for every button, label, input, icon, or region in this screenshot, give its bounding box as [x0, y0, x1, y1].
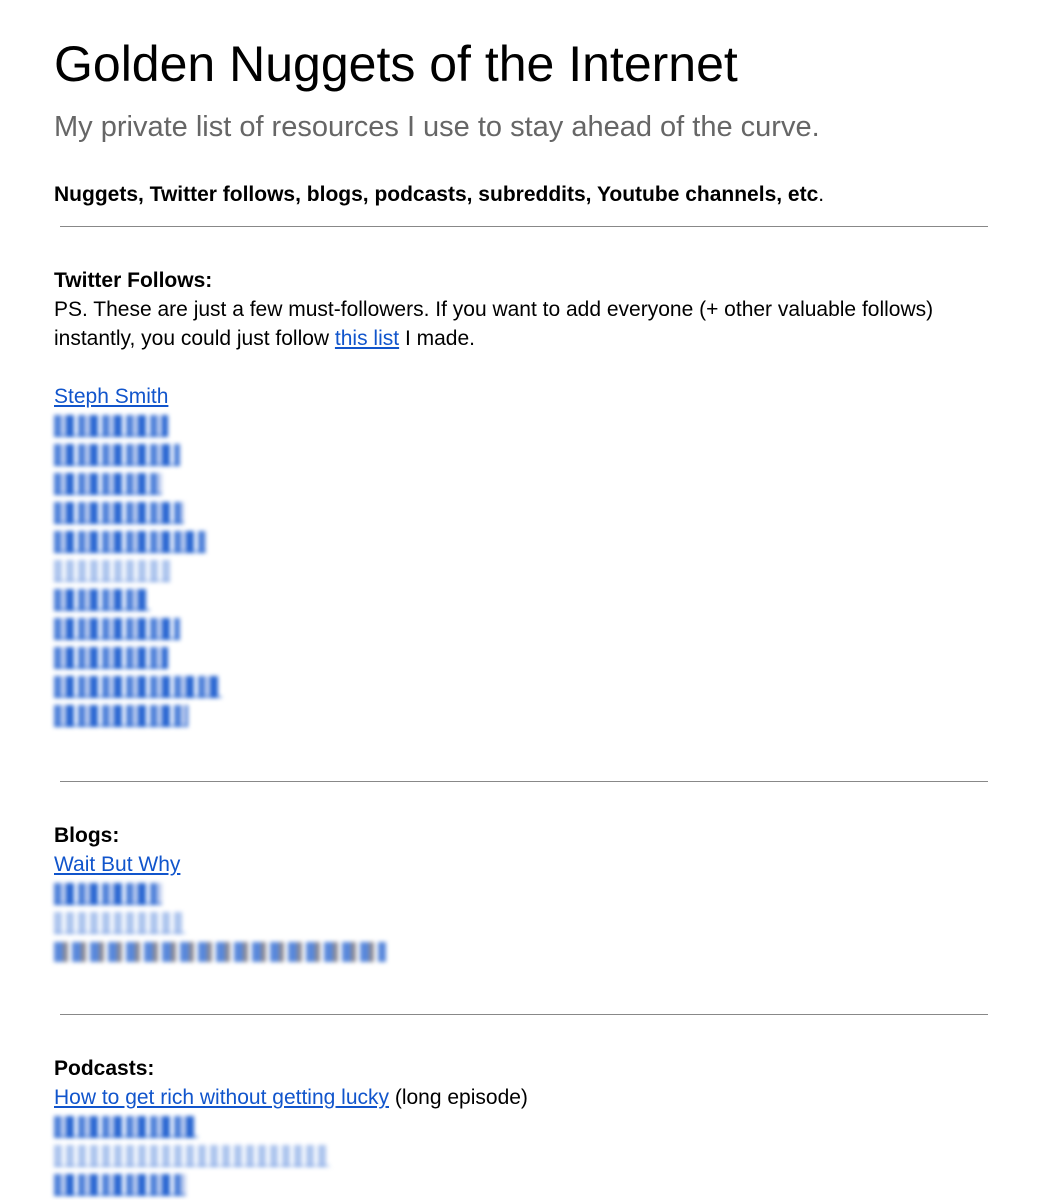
twitter-note-tail: I made.: [399, 327, 475, 350]
twitter-follow-link[interactable]: [54, 411, 988, 440]
twitter-follow-link[interactable]: [54, 614, 988, 643]
twitter-follow-link[interactable]: [54, 643, 988, 672]
this-list-link[interactable]: this list: [334, 327, 400, 350]
divider: [60, 1014, 988, 1015]
podcasts-heading: Podcasts:: [54, 1057, 155, 1080]
blogs-section: [54, 821, 988, 966]
podcast-link[interactable]: [54, 1141, 988, 1170]
intro-line: [54, 182, 824, 208]
twitter-follow-link[interactable]: [54, 556, 988, 585]
podcast-link[interactable]: [54, 1170, 988, 1199]
twitter-note: [54, 295, 988, 353]
twitter-follow-link[interactable]: [54, 701, 988, 730]
intro-bold-text: Nuggets, Twitter follows, blogs, podcasts, subreddits, Youtube channels, etc: [54, 183, 819, 206]
blogs-heading: Blogs:: [54, 824, 120, 847]
podcast-note: (long episode): [389, 1086, 528, 1109]
blog-link[interactable]: [54, 908, 988, 937]
twitter-follow-link[interactable]: [54, 527, 988, 556]
twitter-follow-link[interactable]: [54, 498, 988, 527]
twitter-follow-link[interactable]: [54, 469, 988, 498]
twitter-follow-link[interactable]: [54, 440, 988, 469]
divider: [60, 226, 988, 227]
twitter-note-text: PS. These are just a few must-followers. If you want to add everyone (+ other valuable follows) instantly, you could just follow: [54, 298, 934, 350]
podcast-link[interactable]: How to get rich without getting lucky: [54, 1086, 389, 1109]
twitter-follow-link[interactable]: Steph Smith: [54, 385, 169, 408]
page-subtitle: My private list of resources I use to stay ahead of the curve.: [54, 111, 820, 143]
twitter-follow-link[interactable]: [54, 585, 988, 614]
blog-link[interactable]: [54, 879, 988, 908]
podcast-item: [54, 1083, 988, 1112]
podcasts-section: [54, 1054, 988, 1199]
intro-trailing: .: [818, 183, 825, 206]
blog-link[interactable]: Wait But Why: [54, 853, 181, 876]
page-title: Golden Nuggets of the Internet: [54, 36, 738, 92]
divider: [60, 781, 988, 782]
podcast-link[interactable]: [54, 1112, 988, 1141]
twitter-heading: Twitter Follows:: [54, 269, 213, 292]
twitter-follow-link[interactable]: [54, 672, 988, 701]
blog-link[interactable]: [54, 937, 988, 966]
twitter-section: [54, 266, 988, 730]
